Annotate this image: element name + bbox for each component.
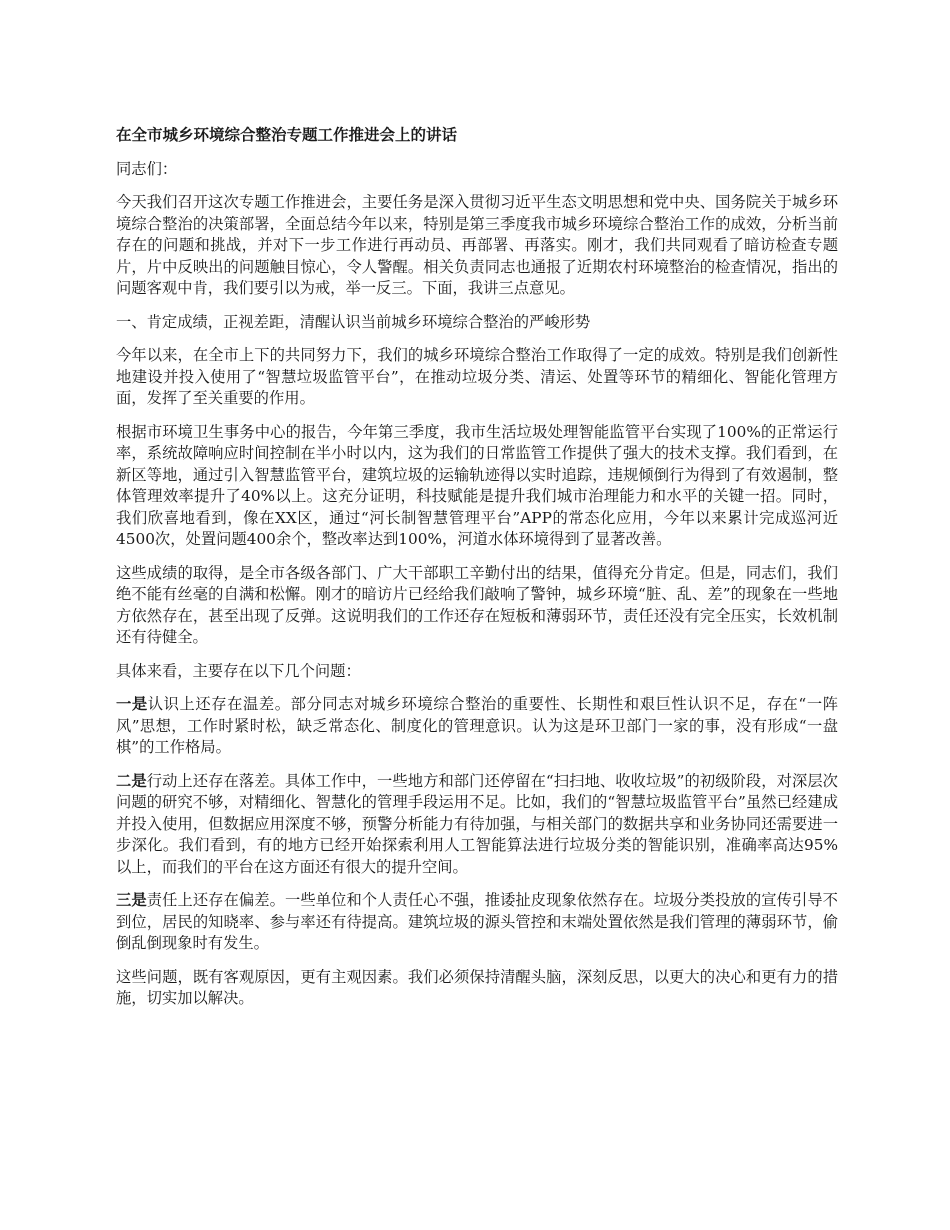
- document-title: 在全市城乡环境综合整治专题工作推进会上的讲话: [116, 125, 458, 144]
- problem-paragraph: [116, 694, 838, 759]
- problem-lead: 二是: [116, 771, 147, 790]
- problem-lead: 三是: [116, 891, 147, 909]
- achievements-paragraph: 今年以来，在全市上下的共同努力下，我们的城乡环境综合整治工作取得了一定的成效。特别是我们创新性地建设并投入使用了“智慧垃圾监管平台”，在推动垃圾分类、清运、处置等环节的精细化、智能化管理方面，发挥了至关重要的作用。: [116, 346, 838, 407]
- problems-intro-paragraph: 具体来看，主要存在以下几个问题：: [116, 661, 361, 680]
- report-paragraph: 根据市环境卫生事务中心的报告，今年第三季度，我市生活垃圾处理智能监管平台实现了100%的正常运行率，系统故障响应时间控制在半小时以内，这为我们的日常监管工作提供了强大的技术支撑。我们看到，在新区等地，通过引入智慧监管平台，建筑垃圾的运输轨迹得以实时追踪，违规倾倒行为得到了有效遏制，整体管理效率提升了40%以上。这充分证明，科技赋能是提升我们城市治理能力和水平的关键一招。同时，我们欣喜地看到，像在XX区，通过“河长制智慧管理平台”APP的常态化应用，今年以来累计完成巡河近4500次，处置问题400余个，整改率达到100%，河道水体环境得到了显著改善。: [116, 422, 838, 548]
- salutation: 同志们：: [116, 159, 178, 178]
- intro-paragraph: 今天我们召开这次专题工作推进会，主要任务是深入贯彻习近平生态文明思想和党中央、国务院关于城乡环境综合整治的决策部署，全面总结今年以来，特别是第三季度我市城乡环境综合整治工作的成效，分析当前存在的问题和挑战，并对下一步工作进行再动员、再部署、再落实。刚才，我们共同观看了暗访检查专题片，片中反映出的问题触目惊心，令人警醒。相关负责同志也通报了近期农村环境整治的检查情况，指出的问题客观中肯，我们要引以为戒，举一反三。下面，我讲三点意见。: [116, 193, 838, 297]
- conclusion-paragraph: 这些问题，既有客观原因，更有主观因素。我们必须保持清醒头脑，深刻反思，以更大的决心和更有力的措施，切实加以解决。: [116, 967, 838, 1007]
- problem-text: 行动上还存在落差。具体工作中，一些地方和部门还停留在“扫扫地、收收垃圾”的初级阶段，对深层次问题的研究不够，对精细化、智慧化的管理手段运用不足。比如，我们的“智慧垃圾监管平台”虽然已经建成并投入使用，但数据应用深度不够，预警分析能力有待加强，与相关部门的数据共享和业务协同还需要进一步深化。我们看到，有的地方已经开始探索利用人工智能算法进行垃圾分类的智能识别，准确率高达95%以上，而我们的平台在这方面还有很大的提升空间。: [116, 771, 838, 876]
- problem-paragraph: [116, 771, 838, 879]
- section-heading: 一、肯定成绩，正视差距，清醒认识当前城乡环境综合整治的严峻形势: [116, 312, 591, 331]
- problem-text: 责任上还存在偏差。一些单位和个人责任心不强，推诿扯皮现象依然存在。垃圾分类投放的宣传引导不到位，居民的知晓率、参与率还有待提高。建筑垃圾的源头管控和末端处置依然是我们管理的薄弱环节，偷倒乱倒现象时有发生。: [116, 891, 838, 952]
- problem-paragraph: [116, 890, 838, 955]
- problem-lead: 一是: [116, 695, 148, 713]
- document-body: [116, 124, 838, 1022]
- warning-paragraph: 这些成绩的取得，是全市各级各部门、广大干部职工辛勤付出的结果，值得充分肯定。但是，同志们，我们绝不能有丝毫的自满和松懈。刚才的暗访片已经给我们敲响了警钟，城乡环境“脏、乱、差”的现象在一些地方依然存在，甚至出现了反弹。这说明我们的工作还存在短板和薄弱环节，责任还没有完全压实，长效机制还有待健全。: [116, 563, 838, 646]
- problem-text: 认识上还存在温差。部分同志对城乡环境综合整治的重要性、长期性和艰巨性认识不足，存在“一阵风”思想，工作时紧时松，缺乏常态化、制度化的管理意识。认为这是环卫部门一家的事，没有形成“一盘棋”的工作格局。: [116, 695, 838, 756]
